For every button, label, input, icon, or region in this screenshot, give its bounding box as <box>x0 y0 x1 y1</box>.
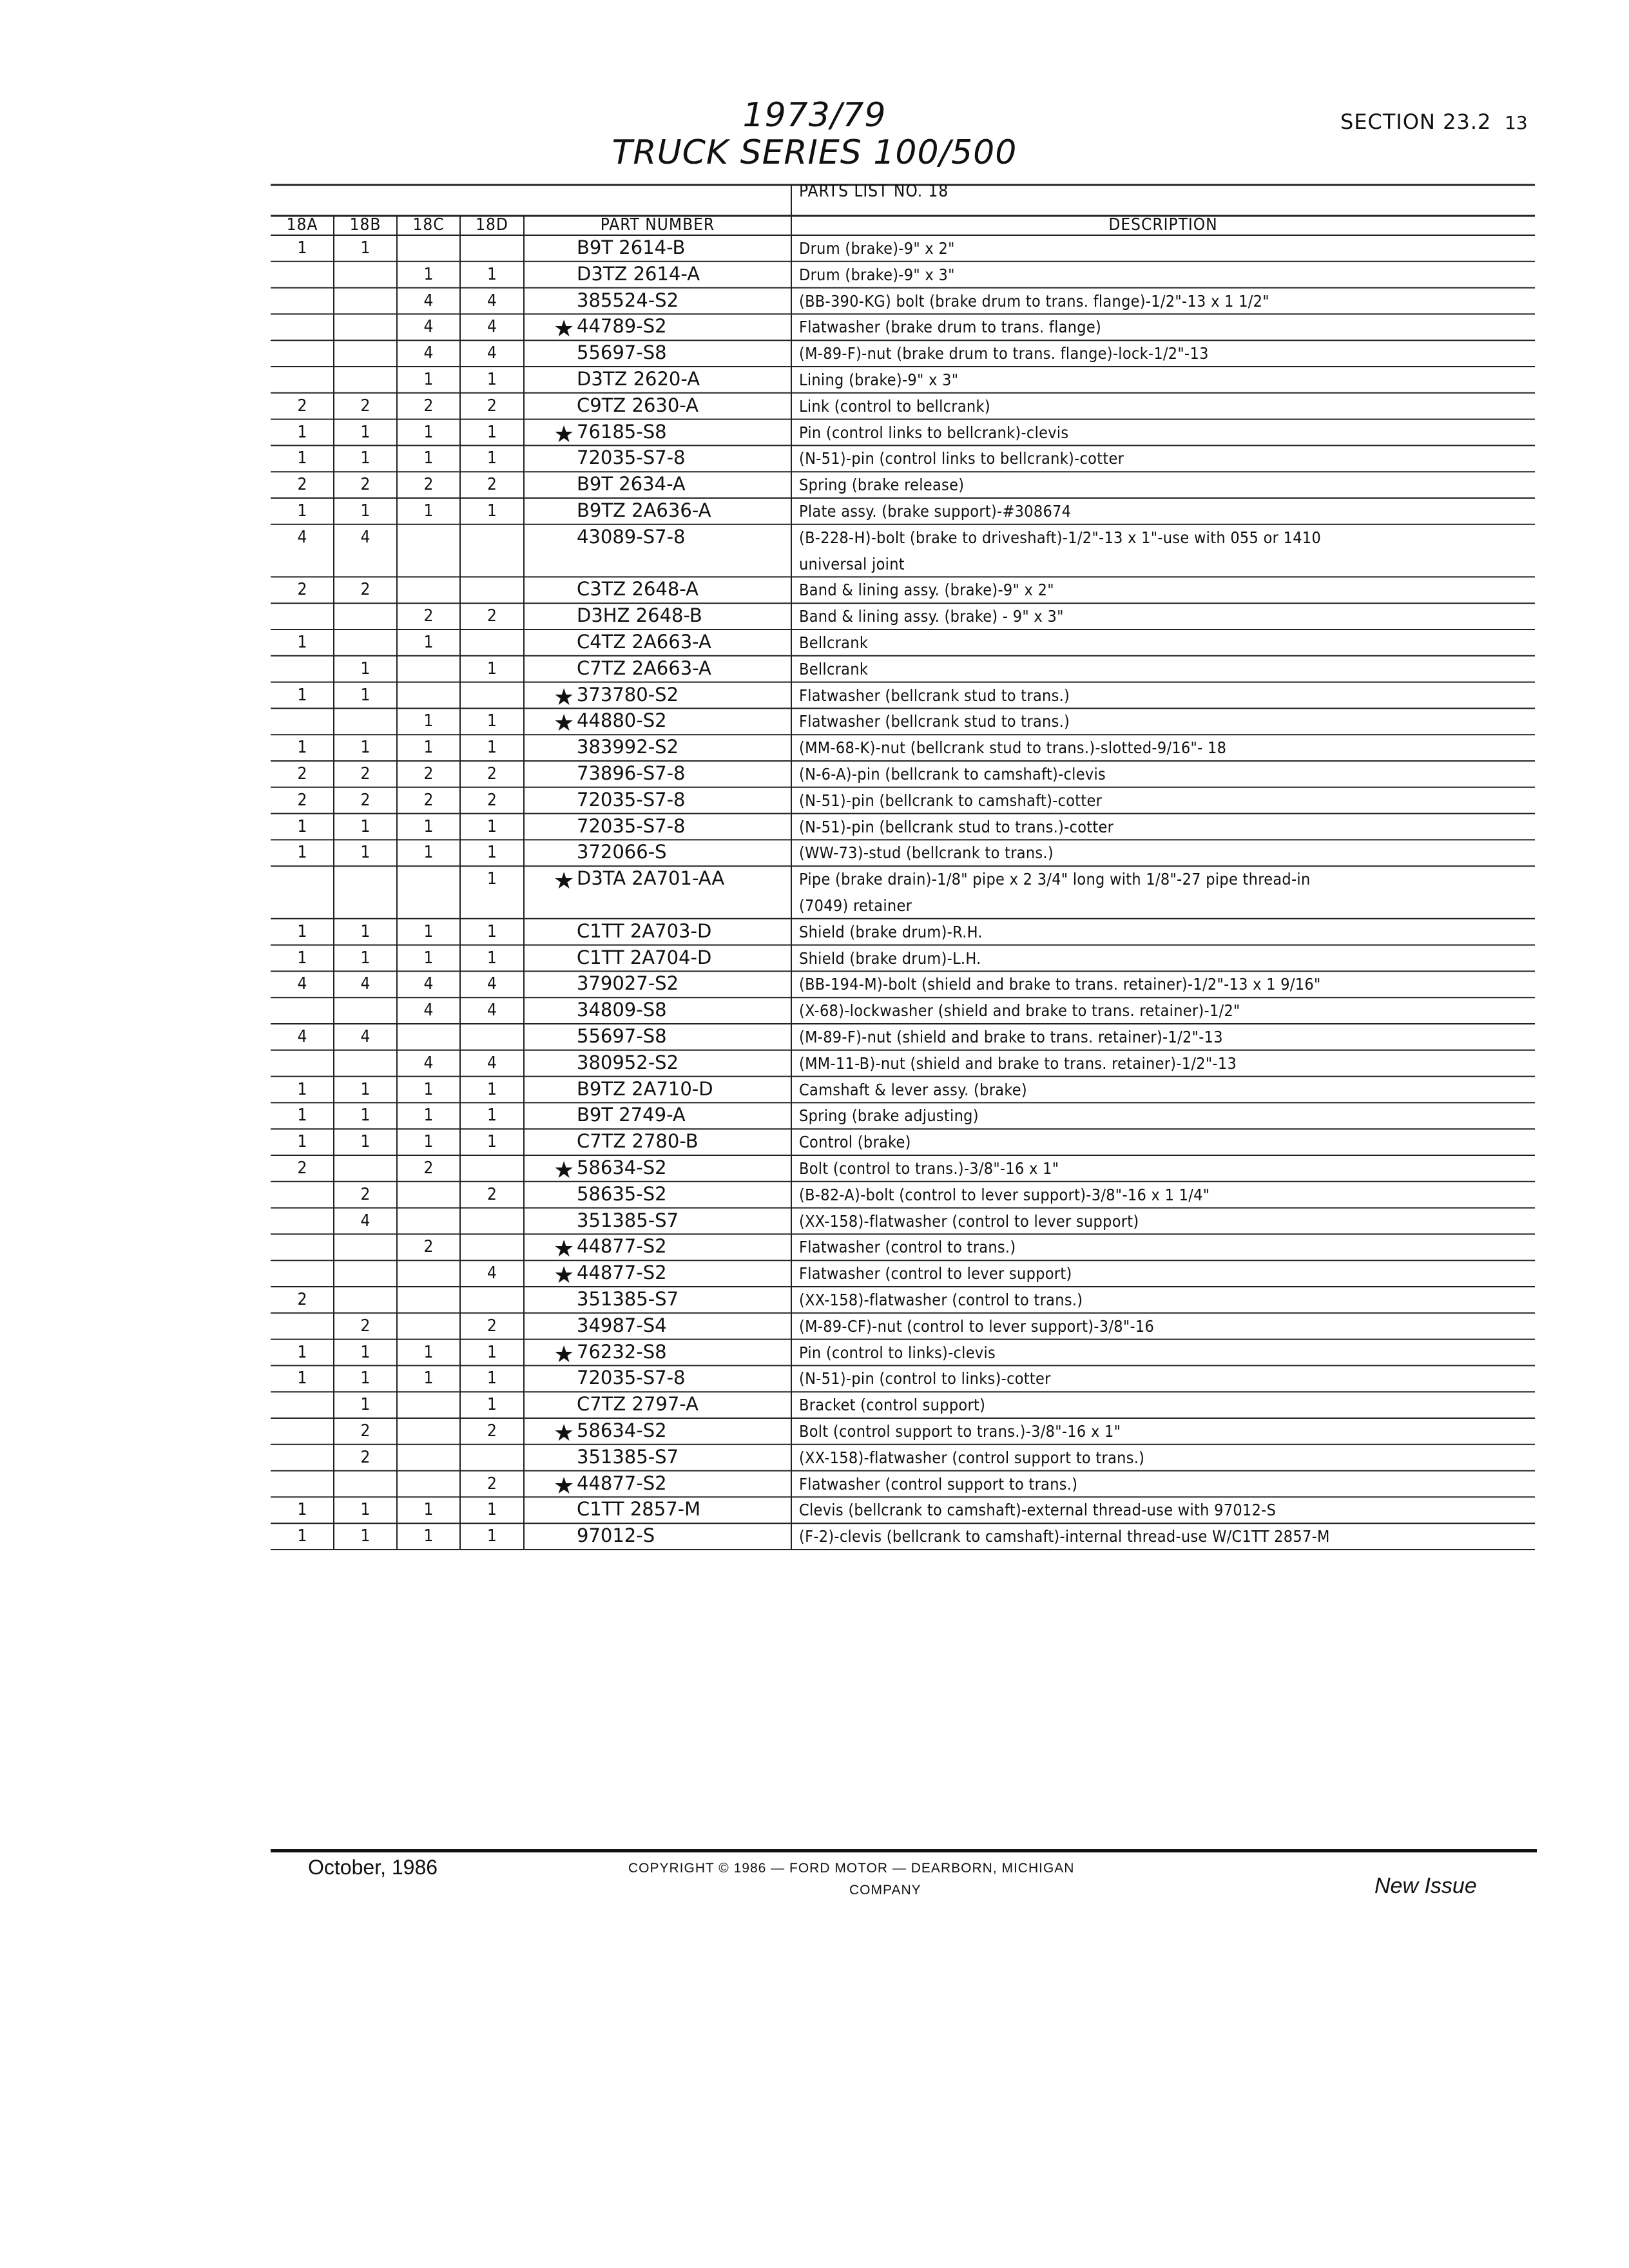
qty-cell: 1 <box>360 1500 371 1520</box>
qty-cell: 1 <box>423 816 434 836</box>
qty-cell: 2 <box>297 475 307 495</box>
qty-cell: 2 <box>487 790 497 810</box>
part-number-cell: 58634-S2 <box>577 1157 667 1178</box>
star-icon: ★ <box>554 1420 575 1446</box>
qty-cell: 2 <box>297 580 307 600</box>
part-number-cell: 373780-S2 <box>577 683 679 706</box>
qty-cell: 2 <box>423 396 434 416</box>
qty-cell: 2 <box>297 764 307 783</box>
qty-cell: 4 <box>423 1053 434 1073</box>
page-number: 13 <box>1505 112 1528 133</box>
qty-cell: 1 <box>423 1106 434 1126</box>
qty-cell: 1 <box>360 238 371 258</box>
qty-cell: 1 <box>487 921 497 941</box>
part-number-cell: 97012-S <box>577 1524 655 1547</box>
qty-cell: 1 <box>360 948 371 968</box>
part-number-cell: 351385-S7 <box>577 1209 679 1231</box>
qty-cell: 2 <box>487 396 497 416</box>
description-cell: (B-82-A)-bolt (control to lever support)-3/8"-16 x 1 1/4" <box>799 1185 1210 1204</box>
description-cell: Link (control to bellcrank) <box>799 396 990 416</box>
qty-cell: 1 <box>297 1500 307 1520</box>
description-cell: Flatwasher (bellcrank stud to trans.) <box>799 712 1070 731</box>
description-cell: Plate assy. (brake support)-#308674 <box>799 502 1072 521</box>
part-number-cell: 34809-S8 <box>577 999 667 1021</box>
qty-cell: 1 <box>487 1342 497 1362</box>
qty-cell: 1 <box>487 843 497 863</box>
qty-cell: 1 <box>487 422 497 442</box>
qty-cell: 4 <box>423 1001 434 1021</box>
part-number-cell: 73896-S7-8 <box>577 762 686 784</box>
description-cell: Shield (brake drum)-R.H. <box>799 922 983 941</box>
qty-cell: 1 <box>297 633 307 652</box>
section-label: SECTION 23.2 <box>1340 110 1492 134</box>
description-cell: (MM-11-B)-nut (shield and brake to trans. retainer)-1/2"-13 <box>799 1053 1237 1073</box>
qty-cell: 2 <box>360 1447 371 1467</box>
qty-cell: 1 <box>423 370 434 389</box>
part-number-cell: 385524-S2 <box>577 289 679 311</box>
qty-cell: 1 <box>487 816 497 836</box>
description-cell: Shield (brake drum)-L.H. <box>799 948 981 968</box>
qty-cell: 2 <box>487 606 497 626</box>
qty-cell: 1 <box>423 422 434 442</box>
description-cell: (N-51)-pin (bellcrank stud to trans.)-cotter <box>799 817 1114 836</box>
qty-cell: 2 <box>487 1184 497 1204</box>
qty-cell: 4 <box>360 1211 371 1231</box>
qty-cell: 2 <box>297 1290 307 1309</box>
qty-cell: 1 <box>423 1526 434 1546</box>
qty-cell: 1 <box>423 1132 434 1152</box>
qty-cell: 1 <box>423 921 434 941</box>
qty-cell: 2 <box>360 1184 371 1204</box>
qty-cell: 1 <box>297 1106 307 1126</box>
qty-cell: 2 <box>487 764 497 783</box>
qty-cell: 2 <box>487 475 497 495</box>
qty-cell: 1 <box>487 370 497 389</box>
part-number-cell: 58634-S2 <box>577 1419 667 1441</box>
qty-cell: 1 <box>360 1079 371 1099</box>
description-cell: Lining (brake)-9" x 3" <box>799 370 959 389</box>
qty-cell: 1 <box>297 1526 307 1546</box>
description-cell: (MM-68-K)-nut (bellcrank stud to trans.)-slotted-9/16"- 18 <box>799 738 1227 758</box>
qty-cell: 1 <box>423 448 434 468</box>
part-number-cell: B9T 2634-A <box>577 473 686 495</box>
description-cell: Bellcrank <box>799 633 869 652</box>
part-number-cell: 58635-S2 <box>577 1182 667 1205</box>
qty-cell: 1 <box>360 1106 371 1126</box>
star-icon: ★ <box>554 710 575 737</box>
description-cell: Camshaft & lever assy. (brake) <box>799 1080 1027 1099</box>
qty-cell: 1 <box>487 869 497 889</box>
part-number-cell: C7TZ 2797-A <box>577 1393 699 1416</box>
description-cell: Drum (brake)-9" x 2" <box>799 239 955 258</box>
part-number-cell: C3TZ 2648-A <box>577 578 699 601</box>
column-header-3: 18D <box>476 215 508 235</box>
part-number-cell: 72035-S7-8 <box>577 788 686 811</box>
qty-cell: 1 <box>487 448 497 468</box>
description-cell: Band & lining assy. (brake)-9" x 2" <box>799 581 1054 600</box>
qty-cell: 1 <box>423 633 434 652</box>
qty-cell: 1 <box>487 264 497 284</box>
qty-cell: 1 <box>487 1079 497 1099</box>
part-number-cell: C1TT 2A703-D <box>577 919 712 942</box>
footer-status: New Issue <box>1374 1874 1477 1898</box>
part-number-cell: C9TZ 2630-A <box>577 394 699 416</box>
qty-cell: 1 <box>360 501 371 521</box>
part-number-cell: 44880-S2 <box>577 709 667 732</box>
star-icon: ★ <box>554 684 575 711</box>
part-number-cell: D3TA 2A701-AA <box>577 867 725 890</box>
part-number-cell: 351385-S7 <box>577 1288 679 1310</box>
qty-cell: 4 <box>487 1053 497 1073</box>
qty-cell: 2 <box>487 1316 497 1336</box>
qty-cell: 1 <box>423 1079 434 1099</box>
qty-cell: 1 <box>297 685 307 705</box>
qty-cell: 4 <box>423 291 434 311</box>
qty-cell: 1 <box>360 1526 371 1546</box>
qty-cell: 2 <box>423 790 434 810</box>
part-number-cell: 72035-S7-8 <box>577 1367 686 1389</box>
description-cell: Pin (control to links)-clevis <box>799 1343 996 1362</box>
title-series: TRUCK SERIES 100/500 <box>612 133 1017 172</box>
description-cell: (XX-158)-flatwasher (control support to trans.) <box>799 1448 1145 1467</box>
star-icon: ★ <box>554 868 575 895</box>
qty-cell: 1 <box>487 1106 497 1126</box>
qty-cell: 4 <box>423 317 434 337</box>
description-cell: (WW-73)-stud (bellcrank to trans.) <box>799 843 1054 863</box>
qty-cell: 1 <box>360 1132 371 1152</box>
qty-cell: 2 <box>487 1421 497 1441</box>
description-cell: (BB-390-KG) bolt (brake drum to trans. flange)-1/2"-13 x 1 1/2" <box>799 291 1269 311</box>
qty-cell: 1 <box>360 921 371 941</box>
qty-cell: 1 <box>297 422 307 442</box>
part-number-cell: 380952-S2 <box>577 1051 679 1073</box>
qty-cell: 4 <box>487 343 497 363</box>
qty-cell: 1 <box>487 711 497 731</box>
star-icon: ★ <box>554 1236 575 1263</box>
qty-cell: 4 <box>487 317 497 337</box>
qty-cell: 1 <box>360 1369 371 1389</box>
qty-cell: 4 <box>360 1027 371 1046</box>
description-cell: (XX-158)-flatwasher (control to trans.) <box>799 1291 1083 1309</box>
description-cell: Flatwasher (control to lever support) <box>799 1264 1072 1283</box>
qty-cell: 1 <box>423 1369 434 1389</box>
description-cell: universal joint <box>799 554 905 573</box>
qty-cell: 1 <box>297 921 307 941</box>
star-icon: ★ <box>554 316 575 343</box>
qty-cell: 1 <box>423 1500 434 1520</box>
qty-cell: 1 <box>297 948 307 968</box>
qty-cell: 2 <box>360 396 371 416</box>
qty-cell: 4 <box>423 974 434 994</box>
description-cell: (N-51)-pin (bellcrank to camshaft)-cotter <box>799 791 1103 810</box>
part-number-cell: D3HZ 2648-B <box>577 604 702 627</box>
qty-cell: 2 <box>360 1316 371 1336</box>
part-number-cell: B9TZ 2A710-D <box>577 1077 713 1100</box>
description-cell: (XX-158)-flatwasher (control to lever support) <box>799 1211 1139 1231</box>
qty-cell: 1 <box>487 1132 497 1152</box>
qty-cell: 2 <box>423 606 434 626</box>
qty-cell: 1 <box>297 1132 307 1152</box>
part-number-cell: D3TZ 2614-A <box>577 262 700 285</box>
star-icon: ★ <box>554 1472 575 1499</box>
qty-cell: 4 <box>297 1027 307 1046</box>
qty-cell: 1 <box>297 816 307 836</box>
part-number-cell: 72035-S7-8 <box>577 447 686 469</box>
qty-cell: 2 <box>297 396 307 416</box>
part-number-cell: 383992-S2 <box>577 736 679 758</box>
qty-cell: 1 <box>423 1342 434 1362</box>
description-cell: Control (brake) <box>799 1133 911 1152</box>
part-number-cell: 76232-S8 <box>577 1340 667 1363</box>
qty-cell: 2 <box>423 475 434 495</box>
description-cell: Drum (brake)-9" x 3" <box>799 265 955 284</box>
description-cell: Spring (brake release) <box>799 476 965 495</box>
footer-date: October, 1986 <box>308 1856 438 1879</box>
description-cell: (BB-194-M)-bolt (shield and brake to trans. retainer)-1/2"-13 x 1 9/16" <box>799 975 1321 994</box>
star-icon: ★ <box>554 1157 575 1184</box>
star-icon: ★ <box>554 421 575 448</box>
qty-cell: 1 <box>487 948 497 968</box>
title-years: 1973/79 <box>742 96 887 135</box>
description-cell: Pipe (brake drain)-1/8" pipe x 2 3/4" long with 1/8"-27 pipe thread-in <box>799 870 1311 889</box>
part-number-cell: 76185-S8 <box>577 420 667 443</box>
description-cell: Clevis (bellcrank to camshaft)-external thread-use with 97012-S <box>799 1501 1277 1520</box>
part-number-cell: 34987-S4 <box>577 1314 667 1336</box>
qty-cell: 1 <box>487 1500 497 1520</box>
description-cell: (M-89-CF)-nut (control to lever support)-3/8"-16 <box>799 1316 1155 1336</box>
qty-cell: 1 <box>297 843 307 863</box>
qty-cell: 1 <box>297 1369 307 1389</box>
part-number-cell: B9TZ 2A636-A <box>577 499 711 521</box>
part-number-cell: D3TZ 2620-A <box>577 368 700 390</box>
part-number-cell: 72035-S7-8 <box>577 814 686 837</box>
footer-company: COMPANY <box>849 1883 921 1898</box>
description-cell: (X-68)-lockwasher (shield and brake to trans. retainer)-1/2" <box>799 1001 1240 1021</box>
part-number-cell: 44877-S2 <box>577 1472 667 1494</box>
description-cell: Bracket (control support) <box>799 1396 986 1415</box>
column-header-4: PART NUMBER <box>600 215 715 235</box>
qty-cell: 4 <box>360 527 371 547</box>
qty-cell: 1 <box>423 948 434 968</box>
part-number-cell: 43089-S7-8 <box>577 525 686 548</box>
part-number-cell: 351385-S7 <box>577 1445 679 1468</box>
description-cell: Bellcrank <box>799 659 869 678</box>
qty-cell: 2 <box>360 475 371 495</box>
description-cell: Flatwasher (control to trans.) <box>799 1238 1016 1257</box>
qty-cell: 4 <box>487 974 497 994</box>
qty-cell: 1 <box>360 816 371 836</box>
part-number-cell: 44877-S2 <box>577 1262 667 1284</box>
qty-cell: 2 <box>487 1474 497 1494</box>
description-cell: (M-89-F)-nut (shield and brake to trans. retainer)-1/2"-13 <box>799 1028 1223 1046</box>
qty-cell: 1 <box>487 1395 497 1415</box>
qty-cell: 2 <box>423 1158 434 1178</box>
description-cell: Bolt (control to trans.)-3/8"-16 x 1" <box>799 1159 1059 1178</box>
qty-cell: 1 <box>360 422 371 442</box>
description-cell: (N-51)-pin (control to links)-cotter <box>799 1369 1051 1389</box>
qty-cell: 1 <box>360 738 371 758</box>
qty-cell: 2 <box>297 790 307 810</box>
qty-cell: 1 <box>360 448 371 468</box>
qty-cell: 1 <box>423 501 434 521</box>
column-header-1: 18B <box>349 215 381 235</box>
qty-cell: 1 <box>360 1342 371 1362</box>
qty-cell: 1 <box>487 501 497 521</box>
part-number-cell: 44877-S2 <box>577 1235 667 1258</box>
description-cell: (B-228-H)-bolt (brake to driveshaft)-1/2"-13 x 1"-use with 055 or 1410 <box>799 528 1322 547</box>
qty-cell: 4 <box>423 343 434 363</box>
part-number-cell: C1TT 2857-M <box>577 1498 701 1521</box>
qty-cell: 1 <box>297 1342 307 1362</box>
description-cell: Flatwasher (bellcrank stud to trans.) <box>799 686 1070 705</box>
qty-cell: 1 <box>297 1079 307 1099</box>
qty-cell: 2 <box>297 1158 307 1178</box>
qty-cell: 2 <box>423 1237 434 1257</box>
description-cell: Band & lining assy. (brake) - 9" x 3" <box>799 607 1064 626</box>
qty-cell: 2 <box>360 580 371 600</box>
star-icon: ★ <box>554 1262 575 1289</box>
qty-cell: 1 <box>297 738 307 758</box>
qty-cell: 1 <box>297 238 307 258</box>
title-block <box>0 97 1629 171</box>
qty-cell: 1 <box>487 1526 497 1546</box>
qty-cell: 4 <box>487 1264 497 1283</box>
qty-cell: 4 <box>360 974 371 994</box>
qty-cell: 2 <box>360 1421 371 1441</box>
part-number-cell: C7TZ 2780-B <box>577 1130 699 1153</box>
description-cell: (N-6-A)-pin (bellcrank to camshaft)-clevis <box>799 765 1106 783</box>
description-cell: Flatwasher (brake drum to trans. flange) <box>799 318 1102 337</box>
description-cell: Pin (control links to bellcrank)-clevis <box>799 423 1069 442</box>
column-header-5: DESCRIPTION <box>1108 215 1218 235</box>
part-number-cell: 379027-S2 <box>577 972 679 995</box>
description-cell: (N-51)-pin (control links to bellcrank)-cotter <box>799 449 1124 468</box>
part-number-cell: 55697-S8 <box>577 341 667 364</box>
part-number-cell: B9T 2749-A <box>577 1104 686 1126</box>
footer-copyright: COPYRIGHT © 1986 — FORD MOTOR — DEARBORN, MICHIGAN <box>628 1861 1075 1876</box>
star-icon: ★ <box>554 1341 575 1368</box>
qty-cell: 1 <box>360 1395 371 1415</box>
description-cell: (7049) retainer <box>799 896 912 915</box>
footer-rule <box>271 1849 1537 1852</box>
part-number-cell: C4TZ 2A663-A <box>577 631 711 653</box>
parts-list-title: PARTS LIST NO. 18 <box>799 182 949 201</box>
qty-cell: 1 <box>297 448 307 468</box>
qty-cell: 4 <box>487 1001 497 1021</box>
part-number-cell: 55697-S8 <box>577 1025 667 1047</box>
description-cell: Flatwasher (control support to trans.) <box>799 1474 1078 1494</box>
description-cell: (M-89-F)-nut (brake drum to trans. flange)-lock-1/2"-13 <box>799 344 1209 363</box>
qty-cell: 1 <box>423 711 434 731</box>
parts-list-table <box>271 182 1535 1568</box>
qty-cell: 1 <box>487 658 497 678</box>
qty-cell: 4 <box>297 974 307 994</box>
part-number-cell: C1TT 2A704-D <box>577 946 712 968</box>
description-cell: Bolt (control support to trans.)-3/8"-16 x 1" <box>799 1422 1121 1441</box>
qty-cell: 1 <box>423 843 434 863</box>
qty-cell: 1 <box>487 738 497 758</box>
qty-cell: 1 <box>423 738 434 758</box>
qty-cell: 2 <box>360 790 371 810</box>
qty-cell: 1 <box>360 658 371 678</box>
qty-cell: 1 <box>360 843 371 863</box>
column-header-0: 18A <box>286 215 318 235</box>
description-cell: (F-2)-clevis (bellcrank to camshaft)-internal thread-use W/C1TT 2857-M <box>799 1527 1330 1546</box>
description-cell: Spring (brake adjusting) <box>799 1106 979 1126</box>
qty-cell: 1 <box>423 264 434 284</box>
qty-cell: 1 <box>297 501 307 521</box>
qty-cell: 4 <box>487 291 497 311</box>
qty-cell: 1 <box>487 1369 497 1389</box>
part-number-cell: 372066-S <box>577 841 667 863</box>
part-number-cell: C7TZ 2A663-A <box>577 657 711 679</box>
part-number-cell: 44789-S2 <box>577 315 667 338</box>
qty-cell: 1 <box>360 685 371 705</box>
qty-cell: 2 <box>360 764 371 783</box>
part-number-cell: B9T 2614-B <box>577 236 686 258</box>
qty-cell: 4 <box>297 527 307 547</box>
qty-cell: 2 <box>423 764 434 783</box>
column-header-2: 18C <box>412 215 445 235</box>
